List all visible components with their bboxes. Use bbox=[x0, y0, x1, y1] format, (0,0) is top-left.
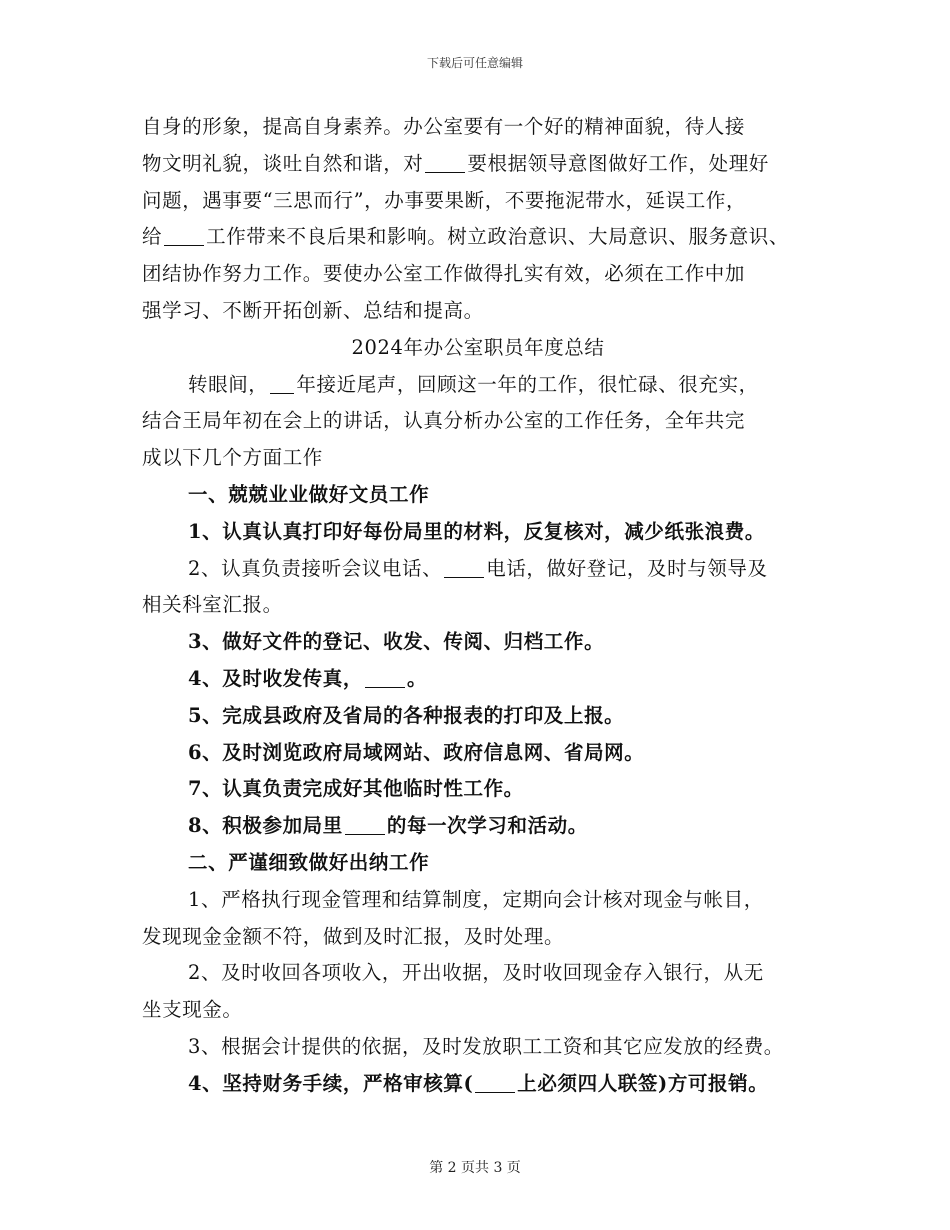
paragraph-line: 自身的形象，提高自身素养。办公室要有一个好的精神面貌，待人接 bbox=[142, 115, 746, 138]
paragraph-line bbox=[142, 146, 814, 183]
section-heading: 二、严谨细致做好出纳工作 bbox=[188, 850, 430, 874]
list-item bbox=[142, 808, 814, 845]
paragraph-line bbox=[142, 367, 814, 404]
text-fragment: 。 bbox=[406, 666, 428, 690]
blank-underline bbox=[365, 666, 405, 688]
list-item-continuation: 坐支现金。 bbox=[142, 998, 243, 1022]
list-item bbox=[142, 661, 814, 698]
paragraph-line: 问题，遇事要“三思而行”，办事要果断，不要拖泥带水，延误工作， bbox=[142, 188, 747, 212]
page-footer: 第 2 页共 3 页 bbox=[429, 1160, 521, 1176]
list-item: 7、认真负责完成好其他临时性工作。 bbox=[188, 777, 524, 801]
list-item: 6、及时浏览政府局域网站、政府信息网、省局网。 bbox=[188, 740, 645, 764]
blank-underline bbox=[164, 224, 204, 246]
list-item-continuation: 发现现金金额不符，做到及时汇报，及时处理。 bbox=[142, 924, 565, 948]
blank-underline bbox=[444, 555, 484, 577]
list-item: 2、及时收回各项收入，开出收据，及时收回现金存入银行，从无 bbox=[188, 961, 764, 985]
section-heading: 一、兢兢业业做好文员工作 bbox=[188, 482, 430, 506]
list-item: 1、严格执行现金管理和结算制度，定期向会计核对现金与帐目， bbox=[188, 887, 764, 911]
document-title: 2024年办公室职员年度总结 bbox=[351, 335, 605, 359]
blank-underline bbox=[270, 371, 294, 393]
list-item bbox=[142, 551, 814, 588]
text-fragment: 要根据领导意图做好工作，处理好 bbox=[467, 151, 769, 175]
list-item: 3、根据会计提供的依据，及时发放职工工资和其它应发放的经费。 bbox=[188, 1034, 784, 1058]
text-fragment: 2、认真负责接听会议电话、 bbox=[188, 556, 443, 580]
paragraph-line: 成以下几个方面工作 bbox=[142, 446, 323, 470]
blank-underline bbox=[345, 813, 385, 835]
paragraph-line: 结合王局年初在会上的讲话，认真分析办公室的工作任务，全年共完 bbox=[142, 409, 746, 433]
text-fragment: 给 bbox=[142, 225, 163, 249]
text-fragment: 物文明礼貌，谈吐自然和谐，对 bbox=[142, 151, 424, 175]
list-item: 5、完成县政府及省局的各种报表的打印及上报。 bbox=[188, 703, 625, 727]
blank-underline bbox=[425, 150, 465, 172]
paragraph-line: 强学习、不断开拓创新、总结和提高。 bbox=[142, 298, 484, 322]
list-item-continuation: 相关科室汇报。 bbox=[142, 593, 283, 617]
text-fragment: 电话，做好登记，及时与领导及 bbox=[486, 556, 768, 580]
blank-underline bbox=[475, 1070, 515, 1092]
text-fragment: 4、及时收发传真， bbox=[188, 666, 363, 690]
list-item: 3、做好文件的登记、收发、传阅、归档工作。 bbox=[188, 630, 605, 654]
text-fragment: 8、积极参加局里 bbox=[188, 814, 343, 838]
text-fragment: 工作带来不良后果和影响。树立政治意识、大局意识、服务意识、 bbox=[206, 225, 790, 249]
text-fragment: 4、坚持财务手续，严格审核算( bbox=[188, 1071, 474, 1095]
paragraph-line bbox=[142, 219, 814, 256]
page-header: 下载后可任意编辑 bbox=[426, 56, 523, 70]
list-item bbox=[142, 1066, 814, 1103]
text-fragment: 上必须四人联签)方可报销。 bbox=[517, 1071, 769, 1095]
list-item: 1、认真认真打印好每份局里的材料，反复核对，减少纸张浪费。 bbox=[188, 519, 765, 543]
text-fragment: 转眼间， bbox=[188, 372, 269, 396]
text-fragment: 的每一次学习和活动。 bbox=[386, 814, 588, 838]
document-body bbox=[142, 109, 814, 1103]
text-fragment: 年接近尾声，回顾这一年的工作，很忙碌、很充实， bbox=[296, 372, 759, 396]
paragraph-line: 团结协作努力工作。要使办公室工作做得扎实有效，必须在工作中加 bbox=[142, 262, 746, 286]
